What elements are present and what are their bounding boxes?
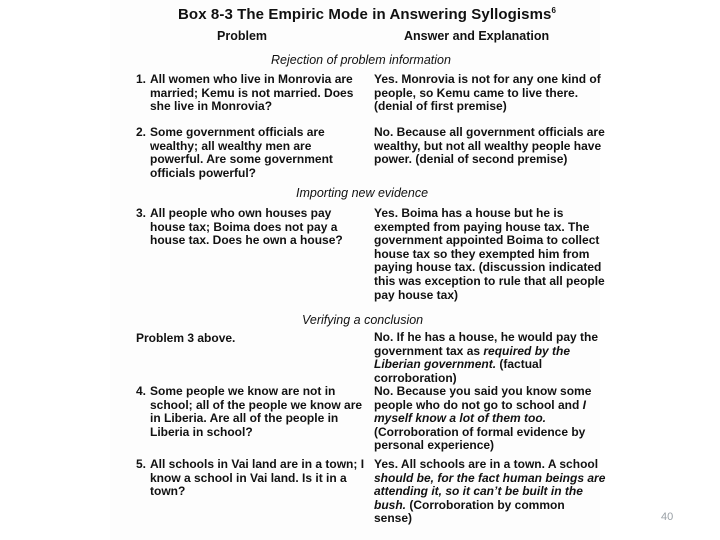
answer-5	[374, 458, 606, 526]
column-header-answer: Answer and Explanation	[404, 29, 550, 43]
page-number: 40	[661, 511, 674, 523]
problem-text: Some people we know are not in school; all of the people we know are in Liberia. Are all of the people in Liberia in school?	[150, 384, 363, 439]
answer-verify-3	[374, 331, 606, 385]
problem-3	[136, 207, 368, 248]
problem-number: 5.	[136, 457, 147, 471]
problem-3-above: Problem 3 above.	[136, 331, 236, 345]
problem-1	[136, 73, 368, 114]
answer-text: No. If he has a house, he would pay the government tax as	[374, 330, 599, 358]
answer-1: Yes. Monrovia is not for any one kind of people, so Kemu came to live there. (denial of first premise)	[374, 72, 601, 114]
section-heading-importing: Importing new evidence	[296, 186, 429, 200]
answer-text: Yes. All schools are in a town. A school	[374, 457, 599, 471]
box-title-text: Box 8-3 The Empiric Mode in Answering Syllogisms	[178, 6, 552, 23]
answer-text: (factual corroboration)	[374, 357, 543, 385]
answer-4	[374, 385, 606, 453]
problem-text: Some government officials are wealthy; all wealthy men are powerful. Are some government officials powerful?	[150, 125, 333, 180]
footnote-marker: 6	[551, 6, 557, 15]
problem-text: All women who live in Monrovia are married; Kemu is not married. Does she live in Monrovia?	[150, 72, 354, 114]
answer-text: (Corroboration of formal evidence by personal experience)	[374, 424, 586, 453]
box-title	[178, 6, 556, 23]
section-heading-rejection: Rejection of problem information	[271, 53, 451, 67]
problem-number: 2.	[136, 125, 147, 139]
answer-italic: should be, for the fact human beings are attending it, so it can’t be built in the bush.	[374, 470, 606, 512]
problem-4	[136, 385, 368, 439]
problem-2	[136, 126, 368, 180]
problem-number: 4.	[136, 384, 147, 398]
problem-text: All people who own houses pay house tax; Boima does not pay a house tax. Does he own a house?	[150, 206, 343, 248]
section-heading-verifying: Verifying a conclusion	[302, 313, 424, 327]
answer-3: Yes. Boima has a house but he is exempted from paying house tax. The government appointed Boima to collect house tax so they exempted him from paying house tax. (discussion indicated this was exception to rule that all people pay house tax)	[374, 206, 605, 302]
problem-text: All schools in Vai land are in a town; I know a school in Vai land. Is it in a town?	[150, 457, 365, 499]
answer-text: No. Because you said you know some people who do not go to school and	[374, 384, 592, 412]
problem-5	[136, 458, 368, 499]
answer-italic: required by the Liberian government.	[374, 343, 571, 372]
problem-number: 1.	[136, 72, 147, 86]
answer-italic: I myself know a lot of them too.	[374, 397, 586, 426]
answer-text: (Corroboration by common sense)	[374, 497, 565, 526]
problem-number: 3.	[136, 206, 147, 220]
answer-2: No. Because all government officials are wealthy, but not all wealthy people have power. (denial of second premise)	[374, 125, 605, 167]
column-header-problem: Problem	[217, 29, 268, 43]
